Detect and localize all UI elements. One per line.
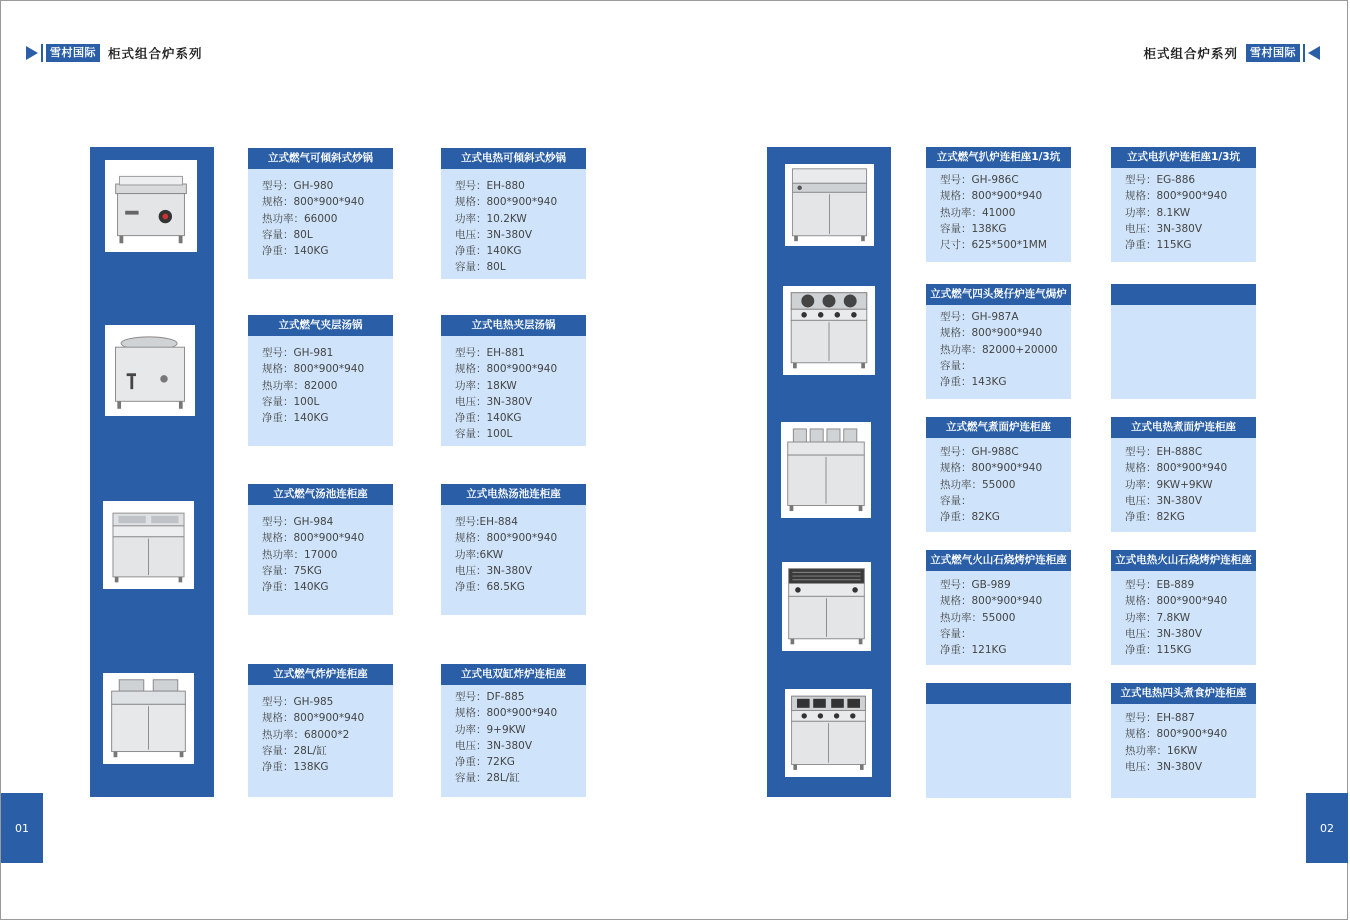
spec-line: 容量：28L/缸: [262, 744, 327, 757]
spec-line: 规格：800*900*940: [1125, 595, 1228, 608]
spec-line: 电压：3N-380V: [1125, 760, 1203, 773]
spec-line: 规格：800*900*940: [940, 190, 1043, 203]
product-card: [926, 417, 1071, 532]
product-card: [1111, 550, 1256, 665]
brand-badge: 雪村国际: [1246, 44, 1300, 62]
spec-line: 电压：3N-380V: [455, 395, 533, 408]
header-divider: [41, 44, 43, 62]
spec-line: 功率：7.8KW: [1125, 611, 1191, 624]
spec-line: 规格：800*900*940: [940, 327, 1043, 340]
empty-card: [1111, 284, 1256, 399]
product-card: [248, 148, 393, 279]
page-number-right: 02: [1306, 793, 1348, 863]
spec-line: 容量：28L/缸: [455, 772, 520, 785]
spec-line: 净重：115KG: [1125, 644, 1192, 657]
arrow-right-icon: [26, 46, 38, 60]
product-card: [441, 315, 586, 446]
product-card: [926, 550, 1071, 665]
spec-line: 型号：EH-887: [1125, 712, 1195, 724]
spec-line: 规格：800*900*940: [262, 712, 365, 725]
card-title: 立式燃气煮面炉连柜座: [926, 417, 1071, 438]
spec-line: 型号：EH-881: [455, 347, 525, 359]
spec-line: 规格：800*900*940: [1125, 462, 1228, 475]
spec-line: 热功率：17000: [262, 548, 338, 561]
spec-line: 净重：138KG: [262, 761, 329, 774]
card-title: [1111, 284, 1256, 305]
jacketed-kettle-icon: [105, 325, 195, 416]
spec-line: 热功率：82000: [262, 379, 338, 392]
spec-line: 容量：138KG: [940, 222, 1007, 235]
spec-line: 净重：82KG: [940, 511, 1000, 524]
spec-line: 热功率：82000+20000: [940, 343, 1058, 356]
empty-card: [926, 683, 1071, 798]
spec-line: 规格：800*900*940: [455, 363, 558, 376]
spec-line: 型号：DF-885: [455, 691, 525, 703]
product-card: [926, 147, 1071, 262]
hot-plate-range-icon: [785, 689, 872, 777]
spec-line: 电压：3N-380V: [1125, 627, 1203, 640]
product-card: [1111, 683, 1256, 798]
product-card: [441, 484, 586, 615]
spec-line: 规格：800*900*940: [940, 462, 1043, 475]
noodle-cooker-icon: [781, 422, 871, 518]
spec-line: 型号：EH-888C: [1125, 446, 1203, 458]
spec-line: 净重：140KG: [262, 245, 329, 258]
spec-line: 热功率：55000: [940, 478, 1016, 491]
product-card: [926, 284, 1071, 399]
spec-line: 净重：115KG: [1125, 239, 1192, 252]
spec-line: 电压：3N-380V: [1125, 222, 1203, 235]
card-title: 立式电热四头煮食炉连柜座: [1111, 683, 1256, 704]
spec-line: 热功率：66000: [262, 212, 338, 225]
arrow-left-icon: [1308, 46, 1320, 60]
spec-line: 净重：140KG: [455, 412, 522, 425]
spec-line: 规格：800*900*940: [1125, 190, 1228, 203]
product-card: [248, 664, 393, 797]
card-title: 立式燃气炸炉连柜座: [248, 664, 393, 685]
spec-line: 净重：68.5KG: [455, 581, 525, 594]
card-title: 立式燃气四头煲仔炉连气焗炉: [926, 284, 1071, 305]
spec-line: 规格：800*900*940: [940, 595, 1043, 608]
spec-line: 容量：80L: [262, 228, 313, 241]
card-title: 立式燃气汤池连柜座: [248, 484, 393, 505]
header-divider: [1303, 44, 1305, 62]
spec-line: 容量：80L: [455, 261, 506, 274]
tilting-pan-icon: [105, 160, 197, 252]
spec-line: 容量：: [940, 359, 972, 372]
right-header: [1135, 44, 1320, 62]
card-title: 立式燃气夹层汤锅: [248, 315, 393, 336]
left-header: [26, 44, 211, 62]
spec-line: 型号：EH-880: [455, 180, 525, 192]
spec-line: 型号：GH-981: [262, 347, 334, 359]
spec-line: 型号：GH-980: [262, 180, 334, 192]
spec-line: 容量：100L: [262, 395, 320, 408]
spec-line: 电压：3N-380V: [1125, 494, 1203, 507]
spec-line: 电压：3N-380V: [455, 228, 533, 241]
four-burner-range-icon: [783, 286, 875, 375]
spec-line: 型号：GH-988C: [940, 446, 1019, 458]
spec-line: 规格：800*900*940: [455, 707, 558, 720]
card-title: [926, 683, 1071, 704]
spec-line: 规格：800*900*940: [455, 196, 558, 209]
spec-line: 净重：140KG: [262, 581, 329, 594]
card-title: 立式电双缸炸炉连柜座: [441, 664, 586, 685]
card-title: 立式电热汤池连柜座: [441, 484, 586, 505]
spec-line: 容量：100L: [455, 428, 513, 441]
card-title: 立式电扒炉连柜座1/3坑: [1111, 147, 1256, 168]
series-title: 柜式组合炉系列: [108, 46, 203, 61]
spec-line: 热功率：41000: [940, 206, 1016, 219]
spec-line: 净重：140KG: [262, 412, 329, 425]
card-title: 立式电热夹层汤锅: [441, 315, 586, 336]
page-number-left: 01: [1, 793, 43, 863]
spec-line: 型号：GH-985: [262, 696, 334, 708]
spec-line: 净重：143KG: [940, 376, 1007, 389]
spec-line: 型号：GB-989: [940, 579, 1011, 591]
spec-line: 型号：GH-984: [262, 516, 334, 528]
product-card: [248, 315, 393, 446]
lava-rock-grill-icon: [782, 562, 871, 651]
brand-badge: 雪村国际: [46, 44, 100, 62]
spec-line: 型号：EB-889: [1125, 579, 1195, 591]
spec-line: 型号:EH-884: [455, 516, 518, 528]
spec-line: 型号：GH-986C: [940, 174, 1019, 186]
spec-line: 规格：800*900*940: [262, 363, 365, 376]
product-card: [1111, 147, 1256, 262]
bain-marie-icon: [103, 501, 194, 589]
spec-line: 规格：800*900*940: [455, 532, 558, 545]
spec-line: 热功率：16KW: [1125, 744, 1198, 757]
spec-line: 规格：800*900*940: [262, 532, 365, 545]
spec-line: 功率：18KW: [455, 379, 517, 392]
spec-line: 功率：9+9KW: [455, 723, 526, 736]
fryer-icon: [103, 673, 194, 764]
spec-line: 功率:6KW: [455, 548, 504, 561]
card-title: 立式燃气火山石烧烤炉连柜座: [926, 550, 1071, 571]
product-card: [1111, 417, 1256, 532]
spec-line: 净重：82KG: [1125, 511, 1185, 524]
spec-line: 净重：121KG: [940, 644, 1007, 657]
spec-line: 规格：800*900*940: [262, 196, 365, 209]
spec-line: 电压：3N-380V: [455, 739, 533, 752]
spec-line: 净重：140KG: [455, 245, 522, 258]
spec-line: 容量：75KG: [262, 564, 322, 577]
spec-line: 热功率：55000: [940, 611, 1016, 624]
product-card: [441, 148, 586, 279]
spec-line: 电压：3N-380V: [455, 564, 533, 577]
spec-line: 容量：: [940, 494, 972, 507]
series-title: 柜式组合炉系列: [1143, 46, 1238, 61]
spec-line: 尺寸：625*500*1MM: [940, 239, 1047, 252]
spec-line: 功率：9KW+9KW: [1125, 478, 1213, 491]
card-title: 立式电热可倾斜式炒锅: [441, 148, 586, 169]
spec-line: 型号：EG-886: [1125, 174, 1196, 186]
card-title: 立式燃气可倾斜式炒锅: [248, 148, 393, 169]
spec-line: 热功率：68000*2: [262, 728, 350, 741]
spec-line: 功率：10.2KW: [455, 212, 527, 225]
card-title: 立式电热煮面炉连柜座: [1111, 417, 1256, 438]
product-card: [441, 664, 586, 797]
spec-line: 净重：72KG: [455, 756, 515, 769]
card-title: 立式电热火山石烧烤炉连柜座: [1111, 550, 1256, 571]
card-title: 立式燃气扒炉连柜座1/3坑: [926, 147, 1071, 168]
spec-line: 规格：800*900*940: [1125, 728, 1228, 741]
spec-line: 功率：8.1KW: [1125, 206, 1191, 219]
griddle-icon: [785, 164, 874, 246]
product-card: [248, 484, 393, 615]
spec-line: 型号：GH-987A: [940, 311, 1019, 323]
spec-line: 容量：: [940, 627, 972, 640]
